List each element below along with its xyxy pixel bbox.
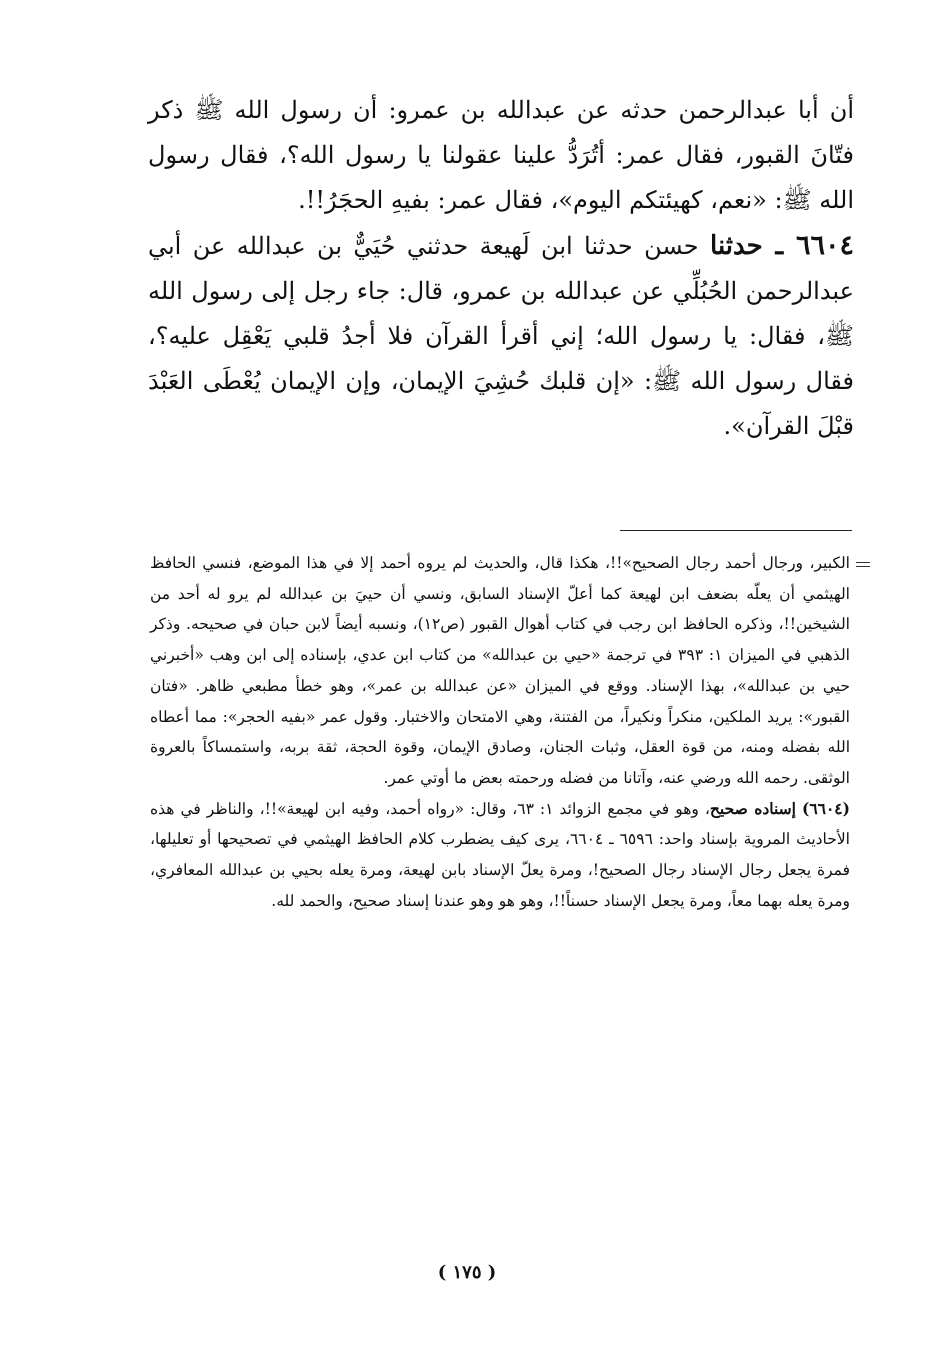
footnote-separator: [620, 530, 852, 531]
footnote-continuation-mark: [856, 562, 870, 567]
footnote-body: ، وهو في مجمع الزوائد ١: ٦٣، وقال: «رواه أحمد، وفيه ابن لهيعة»!!، والناظر في هذه الأحاديث المروية بإسناد واحد: ٦٥٩٦ ـ ٦٦٠٤، يرى كيف يضطرب كلام الحافظ الهيثمي في تصحيحها أو تعليلها، فمرة يجعل رجال الإسناد رجال الصحيح!، ومرة يعلّ الإسناد بابن لهيعة، ومرة يعله بحيي بن عبدالله المعافري، ومرة يعله بهما معاً، ومرة يجعل الإسناد حسناً!!، وهو هو وهو عندنا إسناد صحيح، والحمد لله.: [150, 799, 850, 910]
page-number: ( ١٧٥ ): [437, 1262, 497, 1283]
footnote-continued: الكبير، ورجال أحمد رجال الصحيح»!!، هكذا قال، والحديث لم يروه أحمد إلا في هذا الموضع، فنسي الحافظ الهيثمي أن يعلّه بضعف ابن لهيعة كما أعلّ الإسناد السابق، ونسي أن حييَ بن عبدالله لم يرو له أحد من الشيخين!!، وذكره الحافظ ابن رجب في كتاب أهوال القبور (ص١٢)، ونسبه أيضاً لابن حبان في صحيحه. وذكر الذهبي في الميزان ١: ٣٩٣ في ترجمة «حيي بن عبدالله» من كتاب ابن عدي، بإسناده إلى ابن وهب «أخبرني حيي بن عبدالله»، بهذا الإسناد. ووقع في الميزان «عن عبدالله بن عمر»، وهو خطأ مطبعي ظاهر. «فتان القبور»: يريد الملكين، منكراً ونكيراً، من الفتنة، وهي الامتحان والاختبار. وقول عمر «بفيه الحجر»: مما أعطاه الله بفضله ومنه، من قوة العقل، وثبات الجنان، وصادق الإيمان، وقوة الحجة، ثقة بربه، واستمساكاً بالعروة الوثقى. رحمه الله ورضي عنه، وآتانا من فضله ورحمته بعض ما أوتي عمر.: [150, 554, 850, 787]
footnotes: [150, 548, 850, 916]
hadith-body: حسن حدثنا ابن لَهيعة حدثني حُيَيٌّ بن عبدالله عن أبي عبدالرحمن الحُبُلِّي عن عبدالله بن عمرو، قال: جاء رجل إلى رسول الله ﷺ، فقال: يا رسول الله؛ إني أقرأ القرآن فلا أجدُ قلبي يَعْقِل عليه؟، فقال رسول الله ﷺ: «إن قلبك حُشِيَ الإيمان، وإن الإيمان يُعْطَى العَبْدَ قبْلَ القرآن».: [148, 232, 854, 440]
hadith-dash: ـ: [762, 231, 796, 261]
main-text: [148, 88, 854, 449]
footnote-number: (٦٦٠٤): [801, 798, 850, 818]
footnote-lead: إسناده صحيح: [709, 798, 796, 818]
hadith-opening: حدثنا: [710, 231, 763, 261]
hadith-6604: [148, 223, 854, 449]
main-paragraph-1: أن أبا عبدالرحمن حدثه عن عبدالله بن عمرو: أن رسول الله ﷺ ذكر فتّانَ القبور، فقال عمر: أتُرَدُّ علينا عقولنا يا رسول الله؟، فقال رسول الله ﷺ: «نعم، كهيئتكم اليوم»، فقال عمر: بفيهِ الحجَرُ!!.: [148, 96, 854, 214]
hadith-number: ٦٦٠٤: [795, 230, 854, 261]
footnote-6604: [150, 794, 850, 917]
